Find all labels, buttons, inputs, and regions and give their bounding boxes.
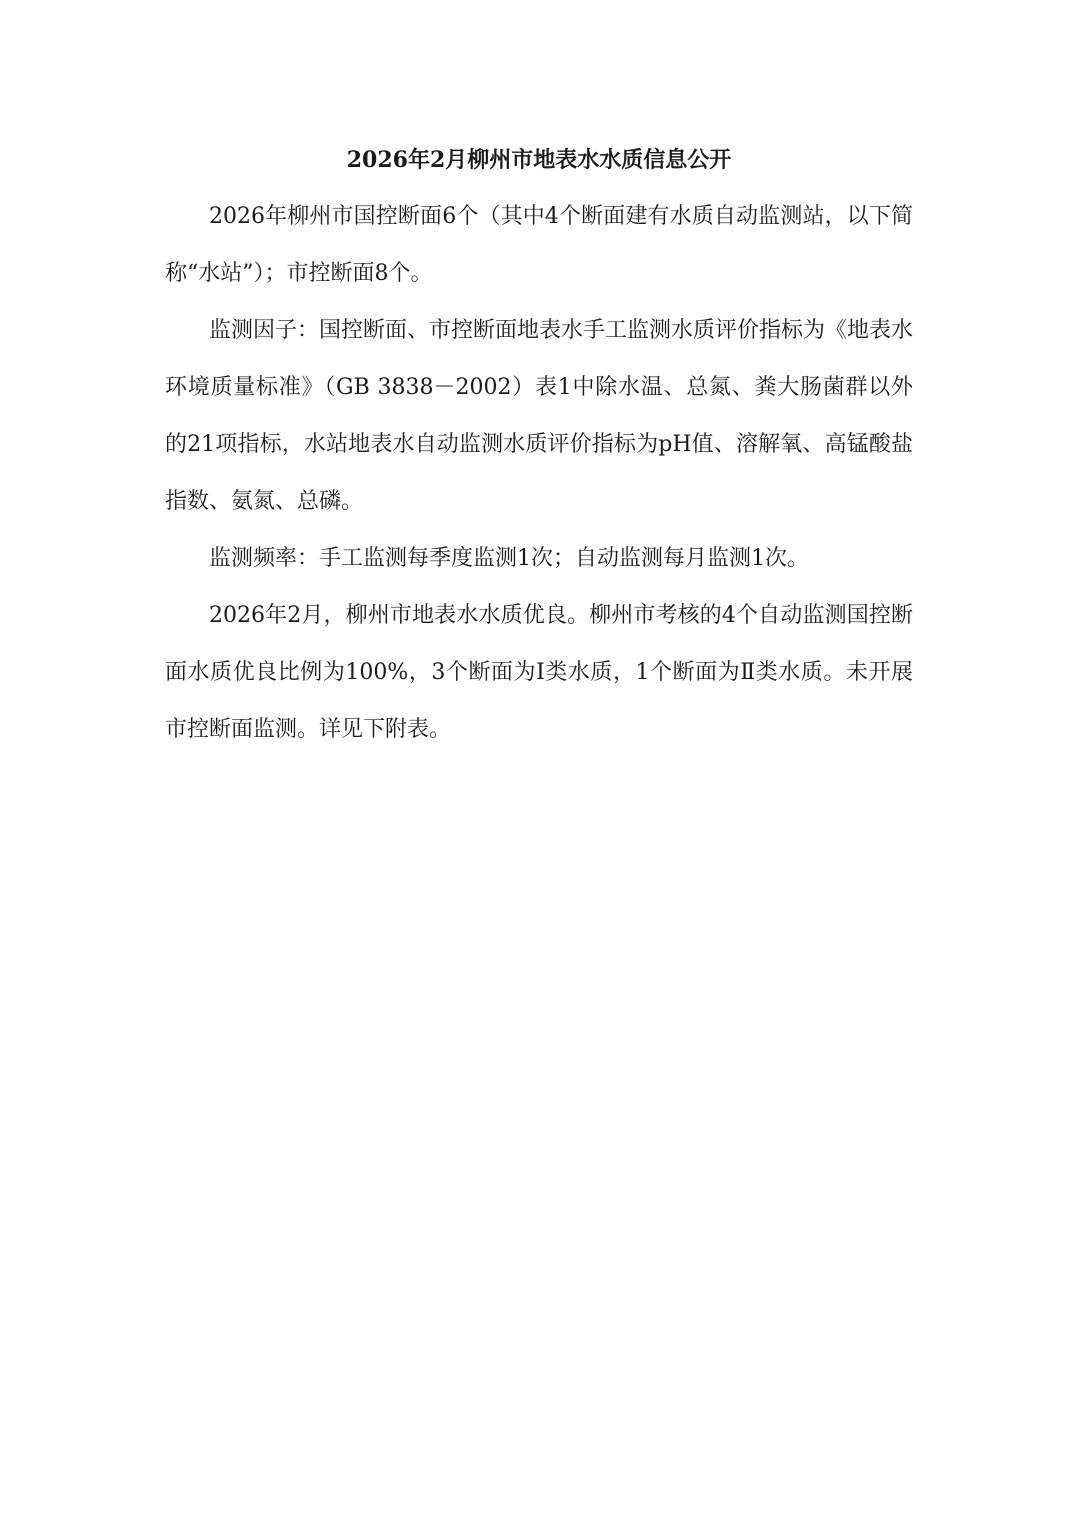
- document-body: [165, 136, 913, 758]
- paragraph-water-quality-result: 2026年2月，柳州市地表水水质优良。柳州市考核的4个自动监测国控断面水质优良比例为100%，3个断面为Ⅰ类水质，1个断面为Ⅱ类水质。未开展市控断面监测。详见下附表。: [165, 603, 913, 742]
- paragraph-monitoring-sections: 2026年柳州市国控断面6个（其中4个断面建有水质自动监测站，以下简称“水站”）；市控断面8个。: [165, 204, 913, 286]
- paragraph-monitoring-factors: 监测因子：国控断面、市控断面地表水手工监测水质评价指标为《地表水环境质量标准》（GB 3838－2002）表1中除水温、总氮、粪大肠菌群以外的21项指标，水站地表水自动监测水质评价指标为pH值、溶解氧、高锰酸盐指数、氨氮、总磷。: [165, 318, 914, 514]
- paragraph-monitoring-frequency: 监测频率：手工监测每季度监测1次；自动监测每月监测1次。: [209, 546, 809, 571]
- document-title: 2026年2月柳州市地表水水质信息公开: [346, 147, 732, 173]
